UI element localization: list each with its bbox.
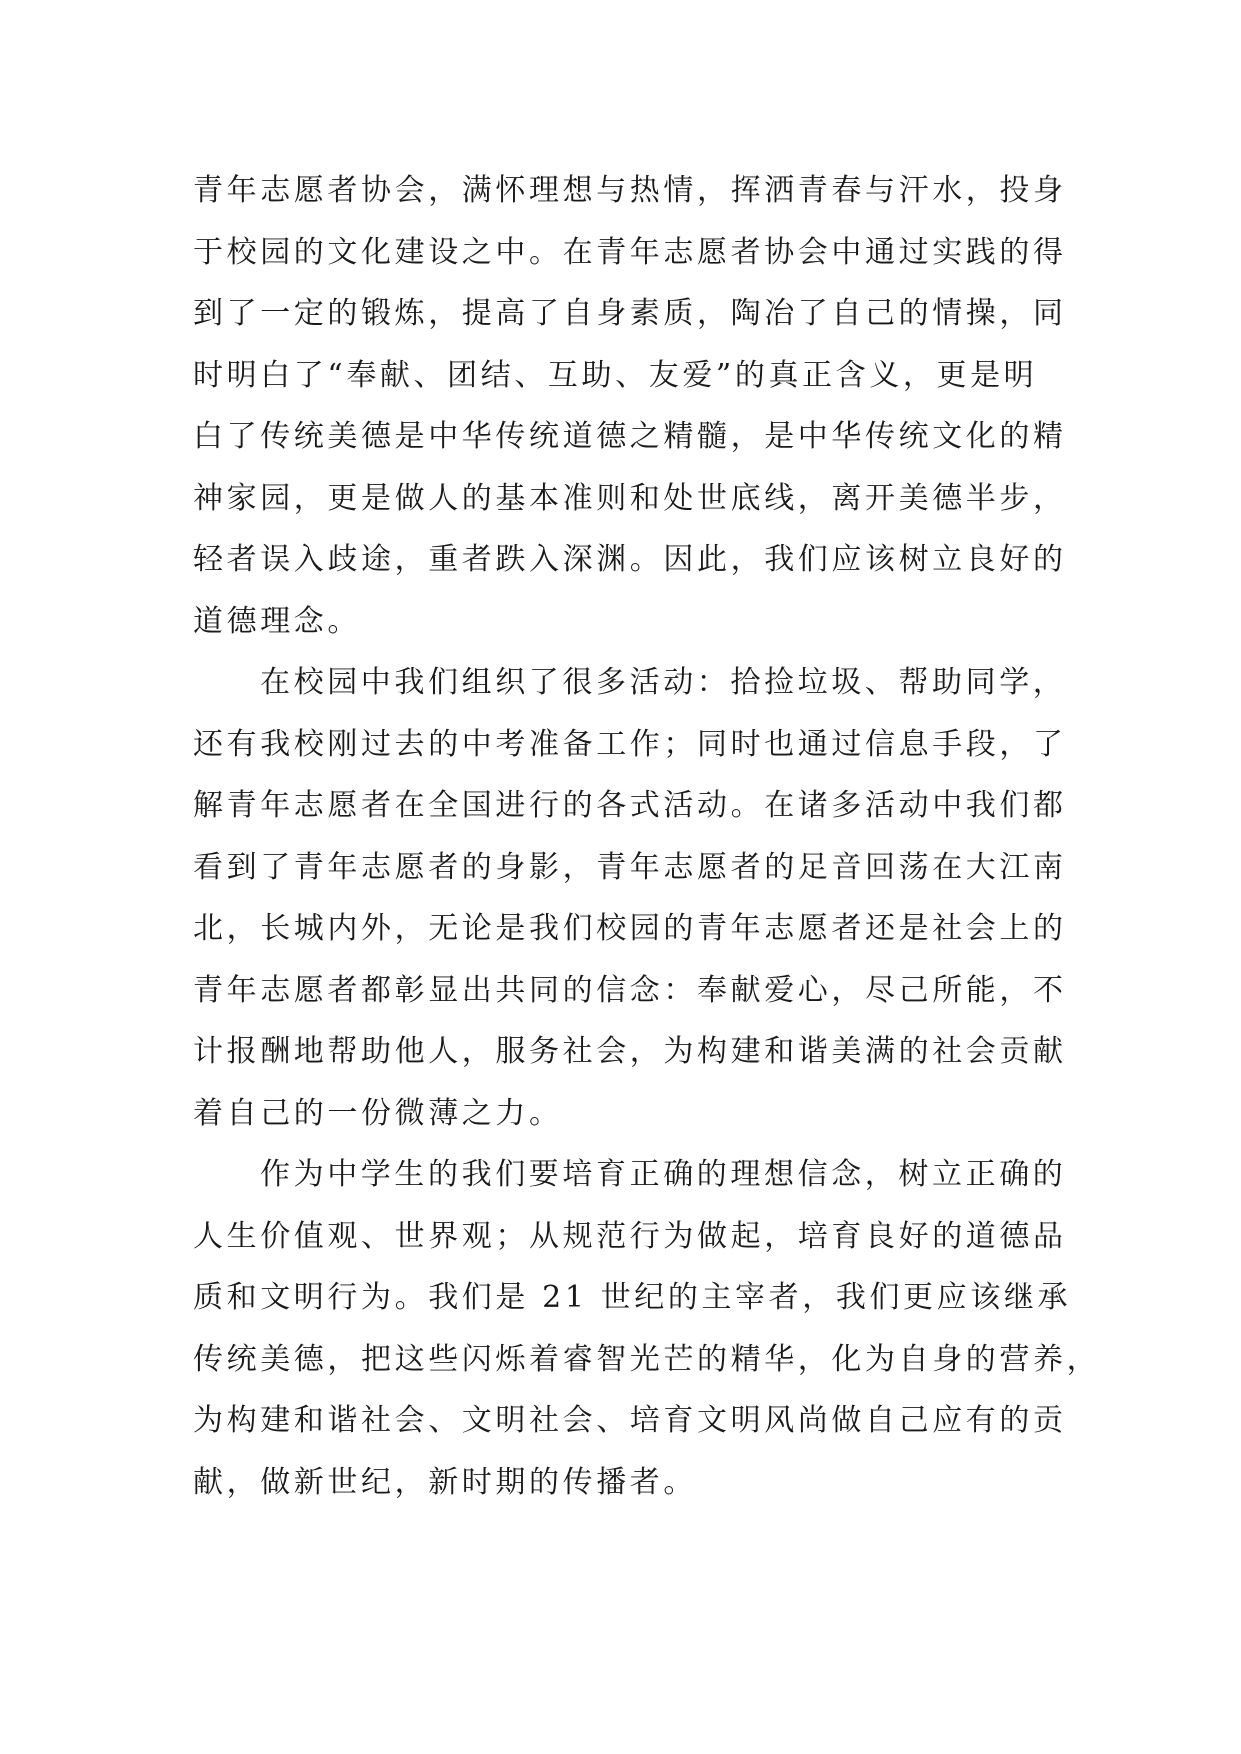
paragraph-3-line-4: 传统美德，把这些闪烁着睿智光芒的精华，化为自身的营养， [193,1341,1101,1377]
paragraph-3-line-1: 作为中学生的我们要培育正确的理想信念，树立正确的 [260,1157,1067,1192]
paragraph-1-line-4: 时明白了“奉献、团结、互助、友爱”的真正含义，更是明 [193,357,1038,393]
paragraph-2-line-5: 北，长城内外，无论是我们校园的青年志愿者还是社会上的 [193,911,1067,946]
document-body [193,160,1101,1513]
paragraph-1-line-1: 青年志愿者协会，满怀理想与热情，挥洒青春与汗水，投身 [193,173,1067,208]
paragraph-1-line-3: 到了一定的锻炼，提高了自身素质，陶冶了自己的情操，同 [193,296,1067,331]
paragraph-1-line-6: 神家园，更是做人的基本准则和处世底线，离开美德半步， [193,480,1067,516]
paragraph-2-line-3: 解青年志愿者在全国进行的各式活动。在诸多活动中我们都 [193,788,1067,823]
paragraph-3-line-6: 献，做新世纪，新时期的传播者。 [193,1464,697,1500]
paragraph-2-line-4: 看到了青年志愿者的身影，青年志愿者的足音回荡在大江南 [193,849,1067,885]
paragraph-3-line-3: 质和文明行为。我们是 21 世纪的主宰者，我们更应该继承 [193,1280,1072,1315]
paragraph-1-line-7: 轻者误入歧途，重者跌入深渊。因此，我们应该树立良好的 [193,542,1067,577]
paragraph-2-line-6: 青年志愿者都彰显出共同的信念：奉献爱心，尽己所能，不 [193,972,1067,1008]
paragraph-1-line-8: 道德理念。 [193,603,361,639]
paragraph-2-line-8: 着自己的一份微薄之力。 [193,1095,563,1131]
paragraph-1-line-5: 白了传统美德是中华传统道德之精髓，是中华传统文化的精 [193,419,1067,454]
paragraph-2-line-2: 还有我校刚过去的中考准备工作；同时也通过信息手段，了 [193,726,1067,762]
paragraph-3-line-2: 人生价值观、世界观；从规范行为做起，培育良好的道德品 [193,1218,1067,1254]
paragraph-2-line-7: 计报酬地帮助他人，服务社会，为构建和谐美满的社会贡献 [193,1034,1067,1069]
paragraph-2-line-1: 在校园中我们组织了很多活动：拾捡垃圾、帮助同学， [260,665,1067,700]
paragraph-3-line-5: 为构建和谐社会、文明社会、培育文明风尚做自己应有的贡 [193,1403,1067,1438]
paragraph-1-line-2: 于校园的文化建设之中。在青年志愿者协会中通过实践的得 [193,234,1067,270]
